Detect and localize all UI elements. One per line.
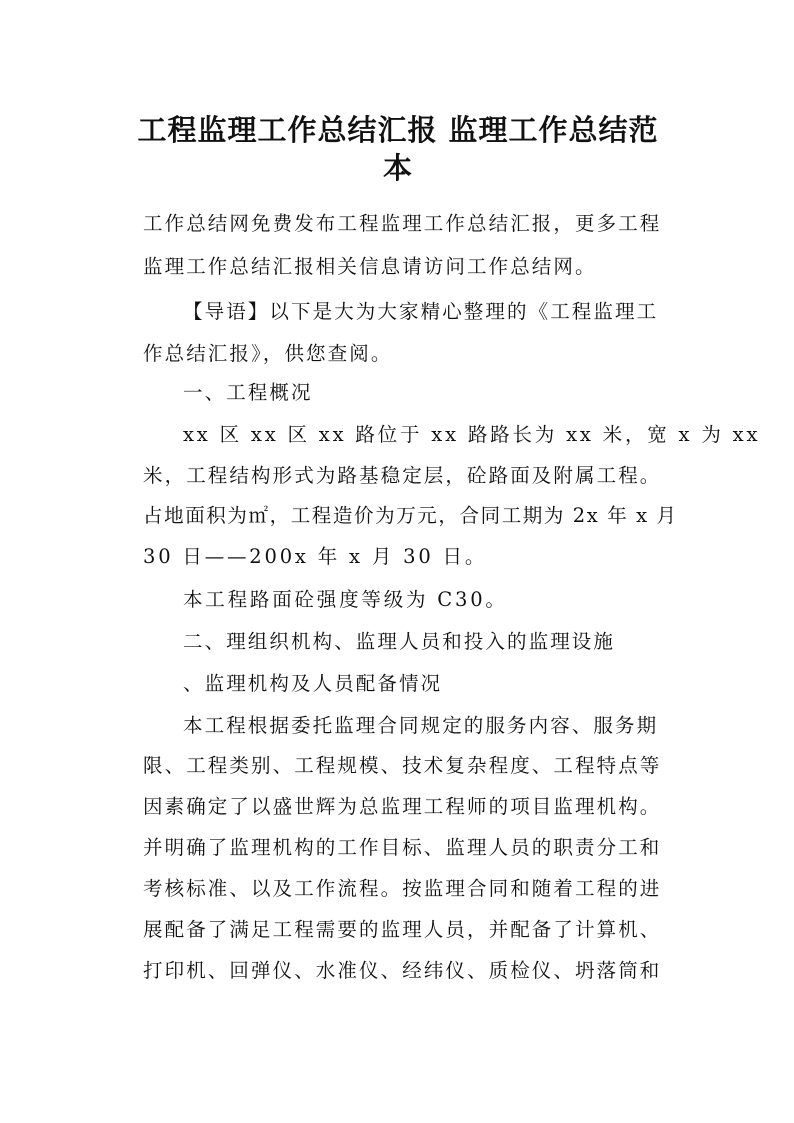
section-heading: 二、理组织机构、监理人员和投入的监理设施 bbox=[183, 630, 616, 653]
document-title-line-2: 本 bbox=[382, 151, 413, 185]
document-title-line-1: 工程监理工作总结汇报 监理工作总结范 bbox=[137, 113, 659, 147]
paragraph-line: 【导语】以下是大为大家精心整理的《工程监理工 bbox=[183, 300, 659, 323]
paragraph-line: xx 区 xx 区 xx 路位于 xx 路路长为 xx 米，宽 x 为 xx bbox=[183, 423, 761, 446]
paragraph-line: 展配备了满足工程需要的监理人员，并配备了计算机、 bbox=[143, 918, 662, 941]
paragraph-line: 并明确了监理机构的工作目标、监理人员的职责分工和 bbox=[143, 836, 662, 859]
paragraph-line: 考核标准、以及工作流程。按监理合同和随着工程的进 bbox=[143, 877, 662, 900]
paragraph-line: 作总结汇报》，供您查阅。 bbox=[143, 342, 393, 365]
section-heading: 一、工程概况 bbox=[183, 381, 313, 404]
paragraph-line: 打印机、回弹仪、水准仪、经纬仪、质检仪、坍落筒和 bbox=[143, 959, 662, 982]
paragraph-line: 30 日——200x 年 x 月 30 日。 bbox=[143, 545, 488, 568]
paragraph-line: 因素确定了以盛世辉为总监理工程师的项目监理机构。 bbox=[143, 795, 662, 818]
paragraph-line: 工作总结网免费发布工程监理工作总结汇报，更多工程 bbox=[143, 212, 662, 235]
paragraph-line: 本工程路面砼强度等级为 C30。 bbox=[183, 588, 508, 611]
paragraph-line: 本工程根据委托监理合同规定的服务内容、服务期 bbox=[183, 714, 659, 737]
paragraph-line: 限、工程类别、工程规模、技术复杂程度、工程特点等 bbox=[143, 754, 662, 777]
subsection-heading: 、监理机构及人员配备情况 bbox=[183, 672, 443, 695]
paragraph-line: 占地面积为㎡，工程造价为万元，合同工期为 2x 年 x 月 bbox=[143, 504, 678, 527]
paragraph-line: 米，工程结构形式为路基稳定层，砼路面及附属工程。 bbox=[143, 464, 662, 487]
paragraph-line: 监理工作总结汇报相关信息请访问工作总结网。 bbox=[143, 255, 597, 278]
